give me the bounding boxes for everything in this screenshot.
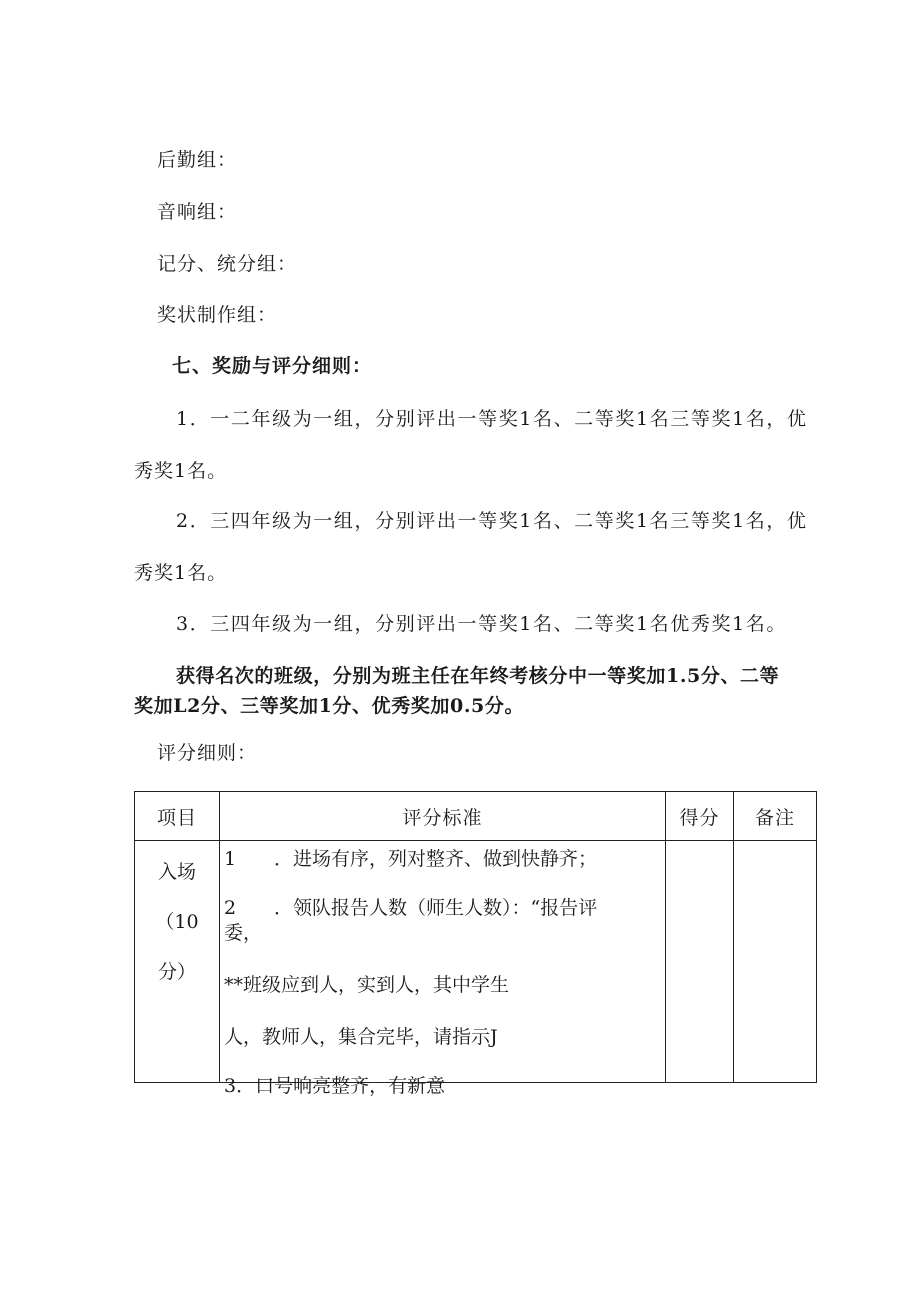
criteria-item-2-cont: 委，	[224, 922, 263, 944]
criteria-item-3: 3．口号响亮整齐，有新意	[224, 1075, 446, 1097]
header-score: 得分	[666, 792, 734, 841]
scoring-table	[134, 791, 817, 1097]
group-certificates: 奖状制作组：	[157, 304, 278, 326]
criteria-item-2-text: ．领队报告人数（师生人数）：“报告评	[274, 897, 598, 919]
section-title: 七、奖励与评分细则：	[172, 355, 373, 377]
criteria-item-2-report: **班级应到人，实到人，其中学生	[224, 974, 510, 996]
award-item-1-cont: 秀奖1名。	[134, 460, 228, 482]
group-scoring: 记分、统分组：	[157, 253, 298, 275]
criteria-item-1-text: ．进场有序，列对整齐、做到快静齐；	[274, 848, 598, 870]
project-cell	[135, 841, 220, 1083]
header-criteria: 评分标准	[220, 792, 666, 841]
project-name: 入场	[157, 861, 196, 883]
bonus-line-2: 奖加L2分、三等奖加1分、优秀奖加0.5分。	[134, 695, 525, 717]
group-audio: 音响组：	[157, 201, 238, 223]
criteria-item-2-number: 2	[224, 897, 237, 919]
criteria-item-1	[224, 847, 597, 871]
header-project: 项目	[135, 792, 220, 841]
award-item-1: 1．一二年级为一组，分别评出一等奖1名、二等奖1名三等奖1名，优	[176, 408, 808, 430]
award-item-2: 2．三四年级为一组，分别评出一等奖1名、二等奖1名三等奖1名，优	[176, 510, 808, 532]
group-logistics: 后勤组：	[157, 149, 238, 171]
score-cell	[666, 841, 734, 1083]
remarks-cell	[734, 841, 817, 1083]
project-points-unit: 分）	[157, 961, 196, 983]
award-item-2-cont: 秀奖1名。	[134, 562, 228, 584]
header-remarks: 备注	[734, 792, 817, 841]
table-row	[135, 841, 817, 1083]
project-points: （10	[155, 911, 199, 933]
scoring-label: 评分细则：	[157, 742, 258, 764]
criteria-item-2	[224, 896, 597, 920]
award-item-3: 3．三四年级为一组，分别评出一等奖1名、二等奖1名优秀奖1名。	[176, 613, 787, 635]
table-header-row	[135, 792, 817, 841]
bonus-line-1: 获得名次的班级，分别为班主任在年终考核分中一等奖加1.5分、二等	[176, 665, 780, 687]
criteria-item-1-number: 1	[224, 848, 237, 870]
criteria-item-2-report-cont: 人，教师人，集合完毕，请指示J	[224, 1026, 498, 1048]
criteria-cell	[220, 841, 666, 1097]
